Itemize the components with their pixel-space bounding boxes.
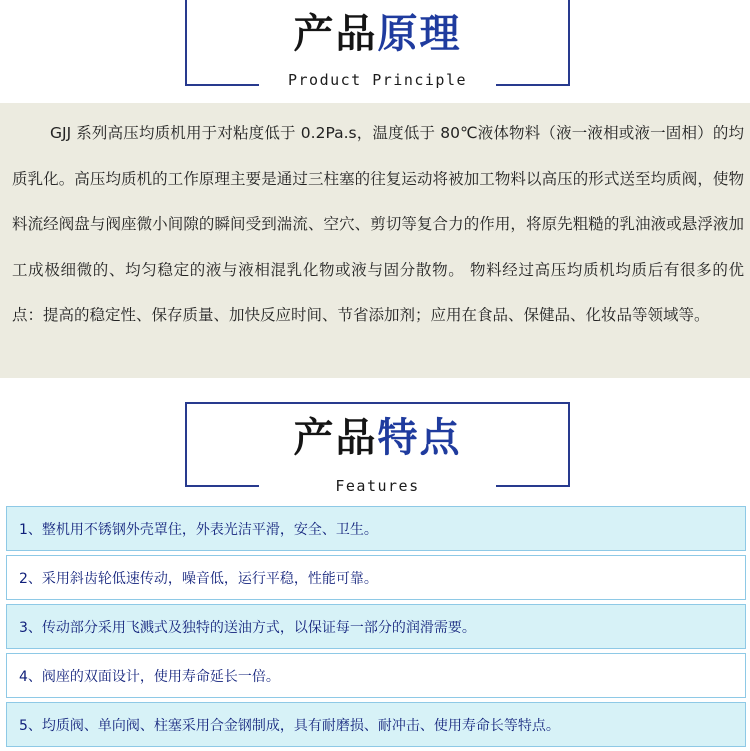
principle-subtitle: Product Principle — [287, 71, 468, 89]
features-list — [6, 506, 746, 751]
principle-text-block — [0, 103, 750, 378]
feature-item: 2、采用斜齿轮低速传动，噪音低，运行平稳，性能可靠。 — [6, 555, 746, 600]
feature-item: 5、均质阀、单向阀、柱塞采用合金钢制成，具有耐磨损、耐冲击、使用寿命长等特点。 — [6, 702, 746, 747]
features-title-black: 产品 — [293, 415, 378, 461]
features-title-blue: 特点 — [377, 415, 462, 461]
feature-item: 3、传动部分采用飞溅式及独特的送油方式，以保证每一部分的润滑需要。 — [6, 604, 746, 649]
principle-title-frame — [185, 0, 570, 89]
principle-title-black: 产品 — [293, 11, 378, 57]
principle-subtitle-wrap — [259, 68, 496, 92]
features-title — [187, 415, 568, 461]
features-title-frame — [185, 402, 570, 495]
feature-item: 1、整机用不锈钢外壳罩住，外表光洁平滑，安全、卫生。 — [6, 506, 746, 551]
principle-title-blue: 原理 — [377, 11, 462, 57]
principle-paragraph: GJJ 系列高压均质机用于对粘度低于 0.2Pa.s，温度低于 80℃液体物料（液一液相或液一固相）的均质乳化。高压均质机的工作原理主要是通过三柱塞的往复运动将被加工物料以高压的形式送至均质阀，使物料流经阀盘与阀座微小间隙的瞬间受到湍流、空穴、剪切等复合力的作用，将原先粗糙的乳油液或悬浮液加工成极细微的、均匀稳定的液与液相混乳化物或液与固分散物。 物料经过高压均质机均质后有很多的优点：提高的稳定性、保存质量、加快反应时间、节省添加剂；应用在食品、保健品、化妆品等领域等。 — [12, 124, 744, 324]
features-subtitle: Features — [335, 477, 420, 495]
principle-title — [187, 11, 568, 57]
feature-item: 4、阀座的双面设计，使用寿命延长一倍。 — [6, 653, 746, 698]
features-subtitle-wrap — [259, 474, 496, 498]
